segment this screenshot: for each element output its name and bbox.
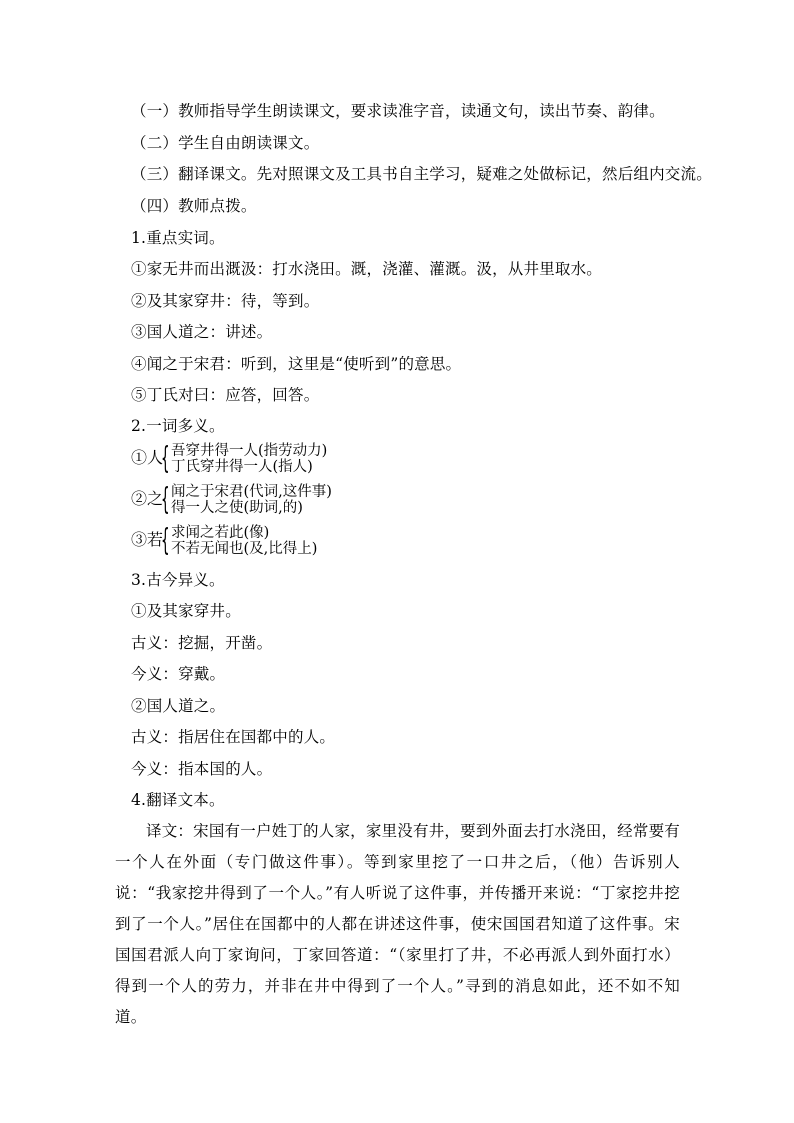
part1-item-5: ⑤丁氏对曰：应答，回答。 — [131, 386, 320, 404]
step-1: （一）教师指导学生朗读课文，要求读准字音，读通文句，读出节奏、韵律。 — [131, 102, 665, 120]
brace-icon: { — [161, 482, 170, 517]
part3-item-3: 今义：穿戴。 — [131, 665, 226, 683]
part1-item-1: ①家无井而出溉汲：打水浇田。溉，浇灌、灌溉。汲，从井里取水。 — [131, 260, 603, 278]
part3-item-6: 今义：指本国的人。 — [131, 760, 273, 778]
polysemy-line: 求闻之若此(像) — [171, 525, 270, 541]
part3-item-4: ②国人道之。 — [131, 697, 226, 715]
polysemy-line: 不若无闻也(及,比得上) — [171, 541, 318, 557]
polysemy-line: 闻之于宋君(代词,这件事) — [171, 484, 332, 500]
polysemy-label: ②之 — [131, 489, 164, 508]
part3-item-2: 古义：挖掘，开凿。 — [131, 634, 273, 652]
part3-item-1: ①及其家穿井。 — [131, 602, 241, 620]
part1-item-3: ③国人道之：讲述。 — [131, 323, 273, 341]
polysemy-label: ③若 — [131, 530, 164, 549]
part3-heading: 3.古今异义。 — [131, 571, 225, 589]
part1-item-4: ④闻之于宋君：听到，这里是“使听到”的意思。 — [131, 355, 462, 373]
part2-heading: 2.一词多义。 — [131, 417, 225, 435]
translation-paragraph: 译文：宋国有一户姓丁的人家，家里没有井，要到外面去打水浇田，经常要有一个人在外面（专门做这件事）。等到家里挖了一口井之后，（他）告诉别人说：“我家挖井得到了一个人。”有人听说了这件事，并传播开来说：“丁家挖井挖到了一个人。”居住在国都中的人都在讲述这件事，使宋国国君知道了这件事。宋国国君派人向丁家询问，丁家回答道：“（家里打了井，不必再派人到外面打水）得到一个人的劳力，并非在井中得到了一个人。”寻到的消息如此，还不如不知道。 — [115, 822, 680, 1026]
polysemy-line: 丁氏穿井得一人(指人) — [171, 459, 313, 475]
part1-heading: 1.重点实词。 — [131, 229, 225, 247]
step-3: （三）翻译课文。先对照课文及工具书自主学习，疑难之处做标记，然后组内交流。 — [131, 165, 712, 183]
part3-item-5: 古义：指居住在国都中的人。 — [131, 728, 336, 746]
brace-icon: { — [161, 523, 170, 558]
polysemy-line: 吾穿井得一人(指劳动力) — [171, 443, 328, 459]
part4-heading: 4.翻译文本。 — [131, 791, 225, 809]
step-2: （二）学生自由朗读课文。 — [131, 134, 320, 152]
part1-item-2: ②及其家穿井：待，等到。 — [131, 292, 320, 310]
polysemy-label: ①人 — [131, 448, 164, 467]
step-4: （四）教师点拨。 — [131, 197, 257, 215]
brace-icon: { — [161, 441, 170, 476]
polysemy-line: 得一人之使(助词,的) — [171, 500, 303, 516]
